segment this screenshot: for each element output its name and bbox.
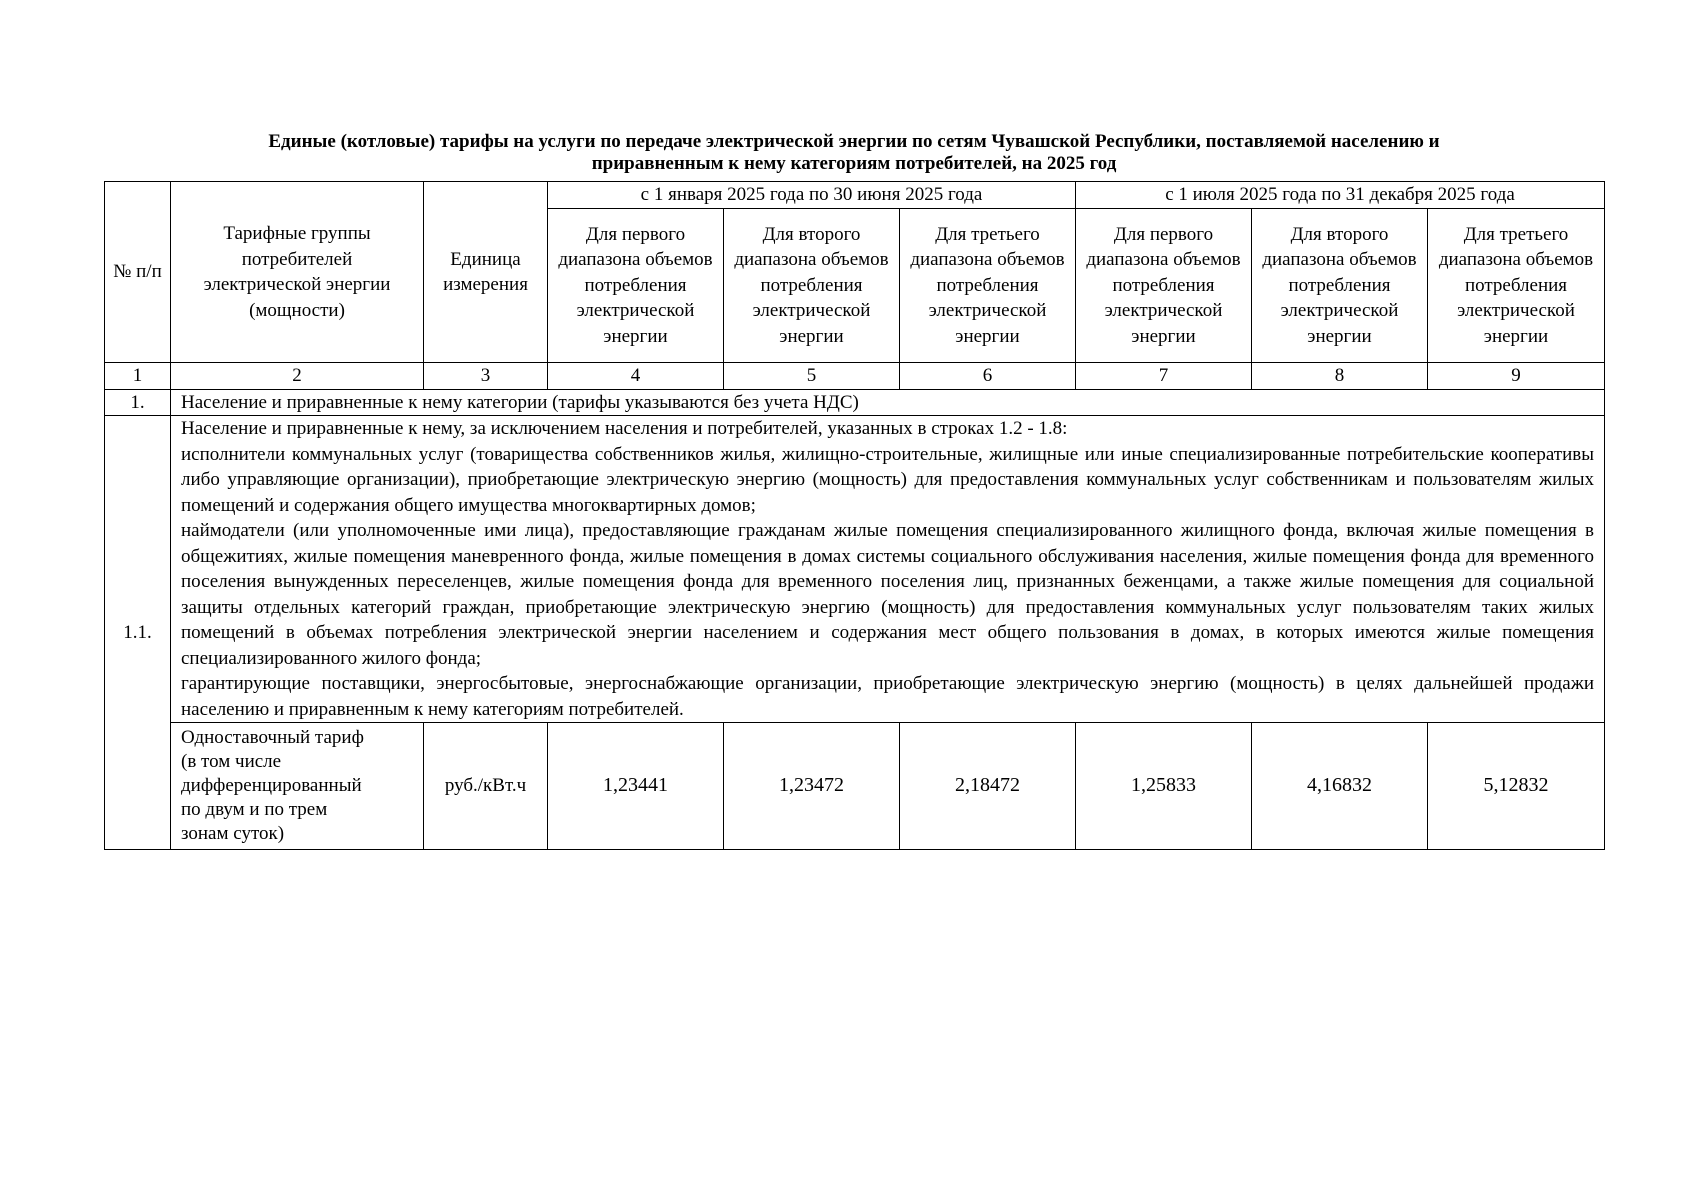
tariff-value: 1,23472 bbox=[724, 723, 900, 850]
column-number: 9 bbox=[1428, 363, 1605, 390]
header-range-1: Для первого диапазона объемов потребления электрической энергии bbox=[548, 208, 724, 362]
column-number: 7 bbox=[1076, 363, 1252, 390]
row-1-1-num: 1.1. bbox=[105, 416, 171, 850]
page-title bbox=[104, 131, 1604, 175]
column-number: 2 bbox=[171, 363, 424, 390]
title-line-2: приравненным к нему категориям потребителей, на 2025 год bbox=[591, 153, 1117, 174]
description-paragraph: наймодатели (или уполномоченные ими лица), предоставляющие гражданам жилые помещения специализированного жилищного фонда, включая жилые помещения в общежитиях, жилые помещения маневренного фонда, жилые помещения в домах системы социального обслуживания населения, жилые помещения фонда для временного поселения вынужденных переселенцев, жилые помещения фонда для временного поселения лиц, признанных беженцами, а также жилые помещения для социальной защиты отдельных категорий граждан, приобретающие электрическую энергию (мощность) для предоставления коммунальных услуг пользователям таких жилых помещений в объемах потребления электрической энергии населением и содержания мест общего пользования в домах, в которых имеются жилые помещения специализированного жилого фонда; bbox=[181, 520, 1594, 669]
row-1-num: 1. bbox=[105, 389, 171, 416]
header-row-periods bbox=[105, 182, 1605, 209]
tariff-value: 1,23441 bbox=[548, 723, 724, 850]
tariff-name-line: по двум и по трем bbox=[181, 799, 328, 820]
header-period-2: с 1 июля 2025 года по 31 декабря 2025 года bbox=[1076, 182, 1605, 209]
header-num: № п/п bbox=[105, 182, 171, 363]
header-unit: Единица измерения bbox=[424, 182, 548, 363]
header-groups: Тарифные группы потребителей электрической энергии (мощности) bbox=[171, 182, 424, 363]
tariff-name-line: зонам суток) bbox=[181, 823, 285, 844]
header-range-2: Для второго диапазона объемов потребления электрической энергии bbox=[724, 208, 900, 362]
header-period-1: с 1 января 2025 года по 30 июня 2025 года bbox=[548, 182, 1076, 209]
tariff-name-line: Одноставочный тариф bbox=[181, 727, 364, 748]
header-range-4: Для первого диапазона объемов потребления электрической энергии bbox=[1076, 208, 1252, 362]
column-number: 6 bbox=[900, 363, 1076, 390]
header-range-6: Для третьего диапазона объемов потребления электрической энергии bbox=[1428, 208, 1605, 362]
tariff-name-line: (в том числе bbox=[181, 751, 282, 772]
description-paragraph: Население и приравненные к нему, за исключением населения и потребителей, указанных в строках 1.2 - 1.8: bbox=[181, 418, 1068, 439]
tariff-value: 1,25833 bbox=[1076, 723, 1252, 850]
tariff-name-line: дифференцированный bbox=[181, 775, 362, 796]
column-number: 1 bbox=[105, 363, 171, 390]
title-line-1: Единые (котловые) тарифы на услуги по передаче электрической энергии по сетям Чувашской Республики, поставляемой населению и bbox=[268, 131, 1440, 152]
column-number: 5 bbox=[724, 363, 900, 390]
tariff-value: 4,16832 bbox=[1252, 723, 1428, 850]
column-number: 4 bbox=[548, 363, 724, 390]
description-paragraph: исполнители коммунальных услуг (товарищества собственников жилья, жилищно-строительные, жилищные или иные специализированные потребительские кооперативы либо управляющие организации), приобретающие электрическую энергию (мощность) для предоставления коммунальных услуг собственникам и пользователям жилых помещений и содержания общего имущества многоквартирных домов; bbox=[181, 443, 1594, 516]
table-row-1 bbox=[105, 389, 1605, 416]
column-number-row bbox=[105, 363, 1605, 390]
tariff-value: 5,12832 bbox=[1428, 723, 1605, 850]
header-range-5: Для второго диапазона объемов потребления электрической энергии bbox=[1252, 208, 1428, 362]
table-row-tariff bbox=[105, 723, 1605, 850]
table-row-1-1-description bbox=[105, 416, 1605, 723]
row-1-text: Население и приравненные к нему категории (тарифы указываются без учета НДС) bbox=[171, 389, 1605, 416]
description-paragraph: гарантирующие поставщики, энергосбытовые, энергоснабжающие организации, приобретающие электрическую энергию (мощность) в целях дальнейшей продажи населению и приравненным к нему категориям потребителей. bbox=[181, 673, 1594, 720]
tariff-table bbox=[104, 181, 1605, 850]
header-range-3: Для третьего диапазона объемов потребления электрической энергии bbox=[900, 208, 1076, 362]
tariff-name bbox=[171, 723, 424, 850]
row-1-1-description bbox=[171, 416, 1605, 723]
tariff-value: 2,18472 bbox=[900, 723, 1076, 850]
column-number: 3 bbox=[424, 363, 548, 390]
column-number: 8 bbox=[1252, 363, 1428, 390]
tariff-unit: руб./кВт.ч bbox=[424, 723, 548, 850]
